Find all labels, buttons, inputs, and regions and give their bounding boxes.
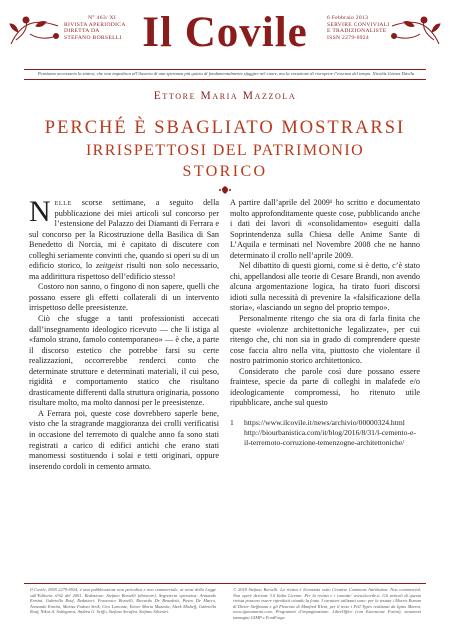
- masthead-left-line2: DIRETTA DA: [64, 28, 100, 35]
- colophon-rule: [24, 583, 426, 584]
- masthead-rule-bottom: [24, 79, 426, 80]
- journal-title: Il Covile: [142, 9, 308, 56]
- paragraph-1-text-a: scorse settimane, a seguito della pubblicazione dei miei articoli sul concorso per l’estensione del Palazzo dei Diamanti di Ferrara e sul concorso per la Ricostruzione della Basilica di San Benedetto di Norcia, mi è capitato di discutere con colleghi seriamente convinti che, quando si operi su di un edificio storico, lo: [29, 198, 219, 271]
- masthead-left-line3: STEFANO BORSELLI: [64, 34, 122, 41]
- footnote-number: 1: [230, 417, 234, 427]
- article-column-left: [29, 195, 219, 472]
- colophon-right: © 2018 Stefano Borselli. La rivista è licenziata sotto Creative Commons Attribution. Non commercial. Non opere derivate 3.0 Italia License. Per la rivista e i contatti: www.ilcovile.it. Gli articoli di questa rivista possono essere riprodotti citando la fonte. I caratteri utilizzati sono: per la testata i Morris Roman di Dieter Steffmann e gli Fleurons di Manfred Klein, per il testo i Fell Types realizzati da Igino Marini, www.iginomarini.com. Programmi d’impaginazione: LibreOffice (con Estensione Farini), strumenti immagini GIMP e FontForge.: [233, 587, 421, 620]
- colophon-left: Il Covile, ISSN 2279-6924, è una pubblicazione non periodica e non commerciale, ai sensi della Legge sull’Editoria n°62 del 2001. Redazione: Stefano Borselli (direttore). Segreteria operativa: Armando Ermini, Gabriella Rouf, Redattori: Francesco Borselli, Riccardo De Benedetti, Pietro De Marco, Armando Ermini, Marisa Fadoni Strik, Ciro Lomonte, Ettore Maria Mazzola, Alzek Misheff, Gabriella Rouf, Nikos A. Salíngaros, Andrea G. Sciffo, Stefano Serafini, Stefano Silvestri.: [30, 587, 216, 615]
- paragraph-2: Costoro non sanno, o fingono di non sapere, quelli che possano essere gli effetti collaterali di un intervento irrispettoso delle preesistenze.: [29, 282, 219, 313]
- masthead-right-info: [327, 15, 390, 41]
- issn: ISSN 2279-6924: [327, 34, 369, 41]
- paragraph-5: A partire dall’aprile del 2009¹ ho scritto e documentato molto approfonditamente queste cose, pubblicando anche i dati dei lavori di «consolidamento» eseguiti dalla Soprintendenza sulla Chiesa delle Anime Sante di L’Aquila e terminati nel Novembre 2008 che ne hanno determinato il crollo nell’aprile 2009.: [230, 198, 420, 260]
- footnote-links[interactable]: https://www.ilcovile.it/news/archivio/00000324.html http://biourbanistica.com/it/blog/2016/8/31/l-cemento-e-il-terremoto-corruzione-temenzogne-architettoniche/: [244, 417, 416, 447]
- masthead-rule-top: [24, 69, 426, 70]
- paragraph-1-text-b: risulti non solo necessario, ma addirittura rispettoso dell’edificio stesso!: [29, 261, 219, 281]
- masthead-right-line2: E TRADIZIONALISTE: [327, 28, 387, 35]
- paragraph-6: Nel dibattito di questi giorni, come si è detto, c’è stato chi, appellandosi alle teorie di Cesare Brandi, non avendo alcuna argomentazione logica, ha tirato fuori discorsi idioti sulla necessità di prevenire la «falsificazione della storia», «lasciando un segno del proprio tempo».: [230, 261, 420, 313]
- paragraph-1: [29, 195, 219, 282]
- article-title-line1: PERCHÉ È SBAGLIATO MOSTRARSI: [44, 118, 406, 138]
- issue-date: 6 Febbraio 2013: [327, 15, 369, 21]
- paragraph-4: A Ferrara poi, queste cose dovrebbero saperle bene, visto che la stragrande maggioranza dei crolli verificatisi in occasione del terremoto di qualche anno fa sono stati registrati a carico di edifici antichi che erano stati manomessi sostituendo i solai e tetti originari, oppure inserendo cordoli in cemento armato.: [29, 408, 219, 471]
- lead-in: elle: [54, 198, 72, 207]
- masthead-epigraph: Pensiamo necessaria la sintesi, che non impedisca all’ilusoria di una speranza più quieta di fondamentalmente sfuggire nel cuore, ma la vocazione di riscoprire l’essenza del tempo. Nicolás Gómez Dávila: [37, 71, 415, 76]
- masthead-right-line1: SERVIRE CONVIVIALI: [327, 21, 390, 28]
- footnote: [230, 418, 420, 447]
- paragraph-7: Personalmente ritengo che sia ora di farla finita che queste «violenze architettoniche legalizzate», per cui ritengo che, chi non sia in grado di comprendere queste cose faccia altro nella vita, piuttosto che violentare il nostro patrimonio storico architettonico.: [230, 314, 420, 366]
- article-author: Ettore Maria Mazzola: [153, 90, 297, 102]
- article-title-line2: IRRISPETTOSI DEL PATRIMONIO: [85, 142, 365, 159]
- paragraph-3: Ciò che sfugge a tanti professionisti accecati dall’insegnamento ideologico ricevuto — che li istiga al «famolo strano, famolo contemporaneo» — è che, a parte il discorso estetico che potrebbe farsi su certe realizzazioni, occorrerebbe renderci conto che determinate strutture e determinati materiali, il cui peso, rigidità e comportamento statico che risultano drasticamente differenti dalla struttura originaria, possono risultare molto, ma molto dannosi per le preesistenze.: [29, 314, 219, 408]
- fleuron-icon: [218, 185, 232, 195]
- masthead-left-line1: RIVISTA APERIODICA: [64, 21, 126, 28]
- paragraph-8: Considerato che parole così dure possano essere fraintese, specie da parte di colleghi in malafede e/o ideologicamente compromessi, ho ritenuto utile ripubblicare, anche sul questo: [230, 366, 420, 408]
- drop-cap: N: [29, 195, 51, 228]
- issue-number: N° 463/ XI: [88, 15, 116, 21]
- italic-term: zeitgeist: [95, 261, 123, 271]
- article-title-line3: STORICO: [182, 163, 268, 180]
- article-column-right: [230, 198, 420, 447]
